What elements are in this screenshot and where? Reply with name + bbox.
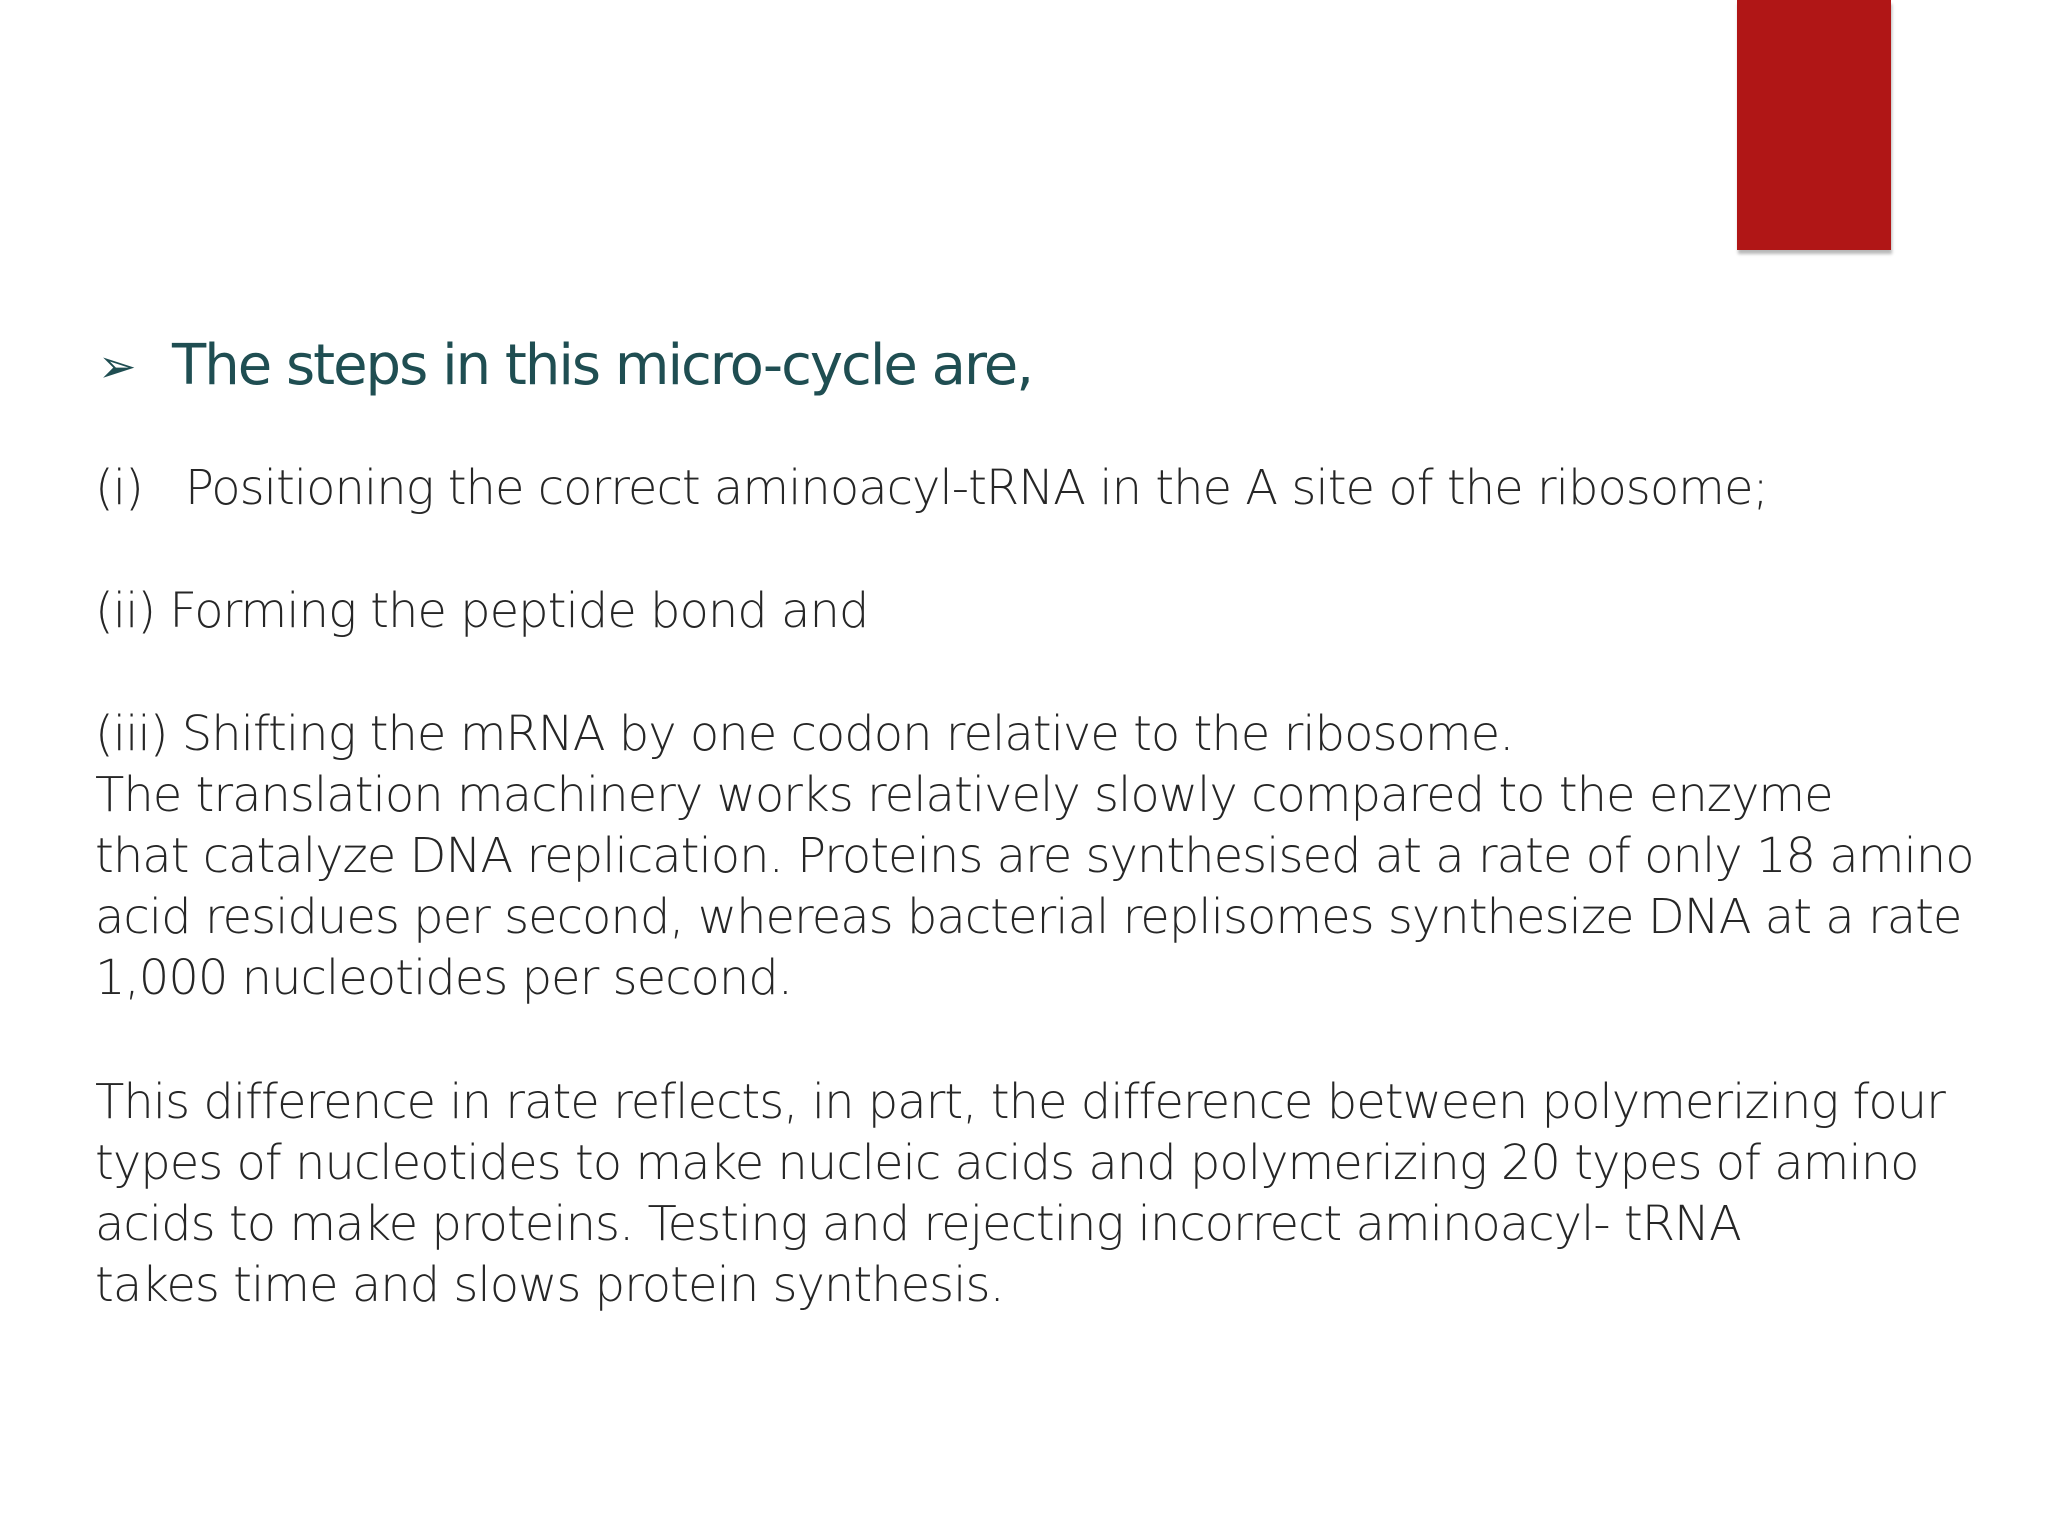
arrowhead-bullet-icon: ➢ bbox=[98, 338, 137, 393]
paragraph-rate-comparison bbox=[95, 765, 1974, 1009]
paragraph-2-line: types of nucleotides to make nucleic acids and polymerizing 20 types of amino bbox=[95, 1135, 1919, 1191]
paragraph-2-line: acids to make proteins. Testing and rejecting incorrect aminoacyl- tRNA bbox=[95, 1196, 1741, 1252]
step-1-text: Positioning the correct aminoacyl-tRNA in the A site of the ribosome; bbox=[185, 460, 1768, 516]
paragraph-2-line: takes time and slows protein synthesis. bbox=[95, 1257, 1004, 1313]
paragraph-rate-difference bbox=[95, 1072, 1945, 1316]
paragraph-1-line: acid residues per second, whereas bacterial replisomes synthesize DNA at a rate bbox=[95, 889, 1962, 945]
step-2-number: (ii) bbox=[95, 583, 156, 639]
heading-row bbox=[98, 335, 1032, 397]
red-accent-bar bbox=[1737, 0, 1891, 250]
paragraph-1-line: that catalyze DNA replication. Proteins are synthesised at a rate of only 18 amino bbox=[95, 828, 1974, 884]
step-2 bbox=[95, 581, 868, 642]
slide-heading: The steps in this micro-cycle are, bbox=[172, 333, 1032, 398]
paragraph-1-line: 1,000 nucleotides per second. bbox=[95, 950, 792, 1006]
step-3-number: (iii) bbox=[95, 706, 168, 762]
step-2-text: Forming the peptide bond and bbox=[169, 583, 869, 639]
step-1-number: (i) bbox=[95, 460, 143, 516]
step-3 bbox=[95, 704, 1513, 765]
step-3-text: Shifting the mRNA by one codon relative to the ribosome. bbox=[181, 706, 1514, 762]
step-1 bbox=[95, 458, 1768, 519]
paragraph-1-line: The translation machinery works relatively slowly compared to the enzyme bbox=[95, 767, 1833, 823]
paragraph-2-line: This difference in rate reflects, in part, the difference between polymerizing four bbox=[95, 1074, 1945, 1130]
